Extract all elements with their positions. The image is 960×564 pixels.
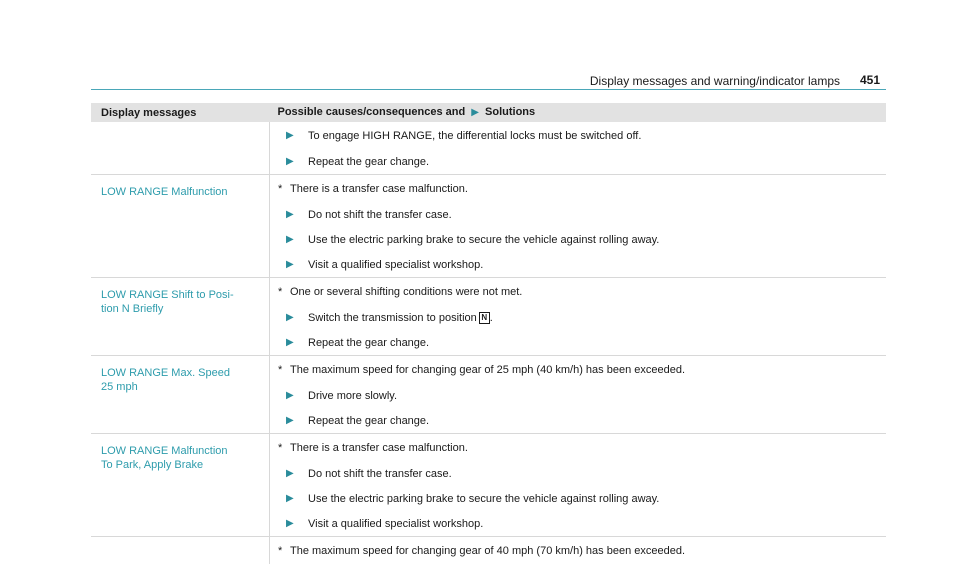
column-header-display-messages: Display messages	[91, 103, 270, 122]
solution-step-text: Visit a qualified specialist workshop.	[308, 258, 483, 272]
solution-step	[270, 227, 886, 252]
arrow-right-icon: ▶	[286, 208, 308, 222]
arrow-right-icon: ▶	[286, 336, 308, 350]
solution-step-text: Use the electric parking brake to secure the vehicle against rolling away.	[308, 492, 659, 506]
cause-line	[270, 434, 886, 461]
arrow-right-icon: ▶	[286, 517, 308, 531]
table-row	[91, 537, 886, 564]
message-text: LOW RANGE Malfunction	[101, 444, 269, 458]
cause-marker: *	[278, 544, 290, 558]
arrow-right-icon: ▶	[286, 233, 308, 247]
solution-step-text: Do not shift the transfer case.	[308, 467, 452, 481]
cause-text: The maximum speed for changing gear of 25 mph (40 km/h) has been exceeded.	[290, 363, 685, 377]
arrow-right-icon: ▶	[286, 492, 308, 506]
table-row	[91, 175, 886, 278]
cause-marker: *	[278, 441, 290, 455]
message-cell	[91, 175, 270, 278]
period: .	[490, 311, 493, 325]
message-cell	[91, 356, 270, 434]
message-cell	[91, 122, 270, 175]
message-text: LOW RANGE Max. Speed	[101, 366, 269, 380]
cause-line	[270, 356, 886, 383]
solution-step	[270, 252, 886, 277]
message-cell	[91, 537, 270, 564]
solution-step-text: Switch the transmission to position	[308, 311, 477, 325]
solution-step-text: Visit a qualified specialist workshop.	[308, 517, 483, 531]
page-header-title: Display messages and warning/indicator lamps	[590, 74, 840, 88]
message-text: tion N Briefly	[101, 302, 269, 316]
table-row	[91, 122, 886, 175]
arrow-right-icon: ▶	[286, 258, 308, 272]
solution-step-text: Repeat the gear change.	[308, 414, 429, 428]
header-divider	[91, 89, 886, 90]
solution-step-text: Do not shift the transfer case.	[308, 208, 452, 222]
solution-step	[270, 461, 886, 486]
solutions-cell	[270, 175, 887, 278]
arrow-right-icon: ▶	[286, 129, 308, 143]
arrow-right-icon: ▶	[286, 467, 308, 481]
arrow-right-icon: ▶	[286, 389, 308, 403]
solution-step-text: Repeat the gear change.	[308, 336, 429, 350]
column-header-causes-solutions	[270, 103, 887, 122]
cause-line	[270, 537, 886, 564]
table-row	[91, 434, 886, 537]
message-text: LOW RANGE Shift to Posi-	[101, 288, 269, 302]
solutions-cell	[270, 537, 887, 564]
solution-step-text: Use the electric parking brake to secure the vehicle against rolling away.	[308, 233, 659, 247]
cause-text: There is a transfer case malfunction.	[290, 182, 468, 196]
column-header-solutions-text: Solutions	[485, 106, 535, 118]
cause-text: There is a transfer case malfunction.	[290, 441, 468, 455]
gear-position-n-icon: N	[479, 312, 490, 324]
cause-marker: *	[278, 285, 290, 299]
message-cell	[91, 434, 270, 537]
solution-step	[270, 383, 886, 408]
message-text: To Park, Apply Brake	[101, 458, 269, 472]
cause-line	[270, 175, 886, 202]
arrow-right-icon: ▶	[286, 414, 308, 428]
page-number: 451	[860, 73, 880, 87]
solutions-cell	[270, 278, 887, 356]
solution-step	[270, 330, 886, 355]
message-text: LOW RANGE Malfunction	[101, 185, 269, 199]
solution-step-text: Drive more slowly.	[308, 389, 397, 403]
solution-step	[270, 149, 886, 174]
solution-step	[270, 486, 886, 511]
cause-marker: *	[278, 363, 290, 377]
cause-line	[270, 278, 886, 305]
table-header-row	[91, 103, 886, 122]
solution-step	[270, 202, 886, 227]
solution-step	[270, 122, 886, 149]
solutions-cell	[270, 122, 887, 175]
display-messages-table	[91, 103, 886, 564]
arrow-right-icon: ▶	[471, 107, 479, 118]
cause-text: The maximum speed for changing gear of 40 mph (70 km/h) has been exceeded.	[290, 544, 685, 558]
solutions-cell	[270, 434, 887, 537]
arrow-right-icon: ▶	[286, 311, 308, 325]
solution-step	[270, 408, 886, 433]
cause-marker: *	[278, 182, 290, 196]
arrow-right-icon: ▶	[286, 155, 308, 169]
solution-step-text: Repeat the gear change.	[308, 155, 429, 169]
solution-step	[270, 305, 886, 330]
solution-step-text: To engage HIGH RANGE, the differential locks must be switched off.	[308, 129, 641, 143]
message-cell	[91, 278, 270, 356]
message-text: 25 mph	[101, 380, 269, 394]
cause-text: One or several shifting conditions were not met.	[290, 285, 522, 299]
solutions-cell	[270, 356, 887, 434]
table-row	[91, 278, 886, 356]
solution-step	[270, 511, 886, 536]
column-header-causes-text: Possible causes/consequences and	[278, 106, 466, 118]
table-row	[91, 356, 886, 434]
